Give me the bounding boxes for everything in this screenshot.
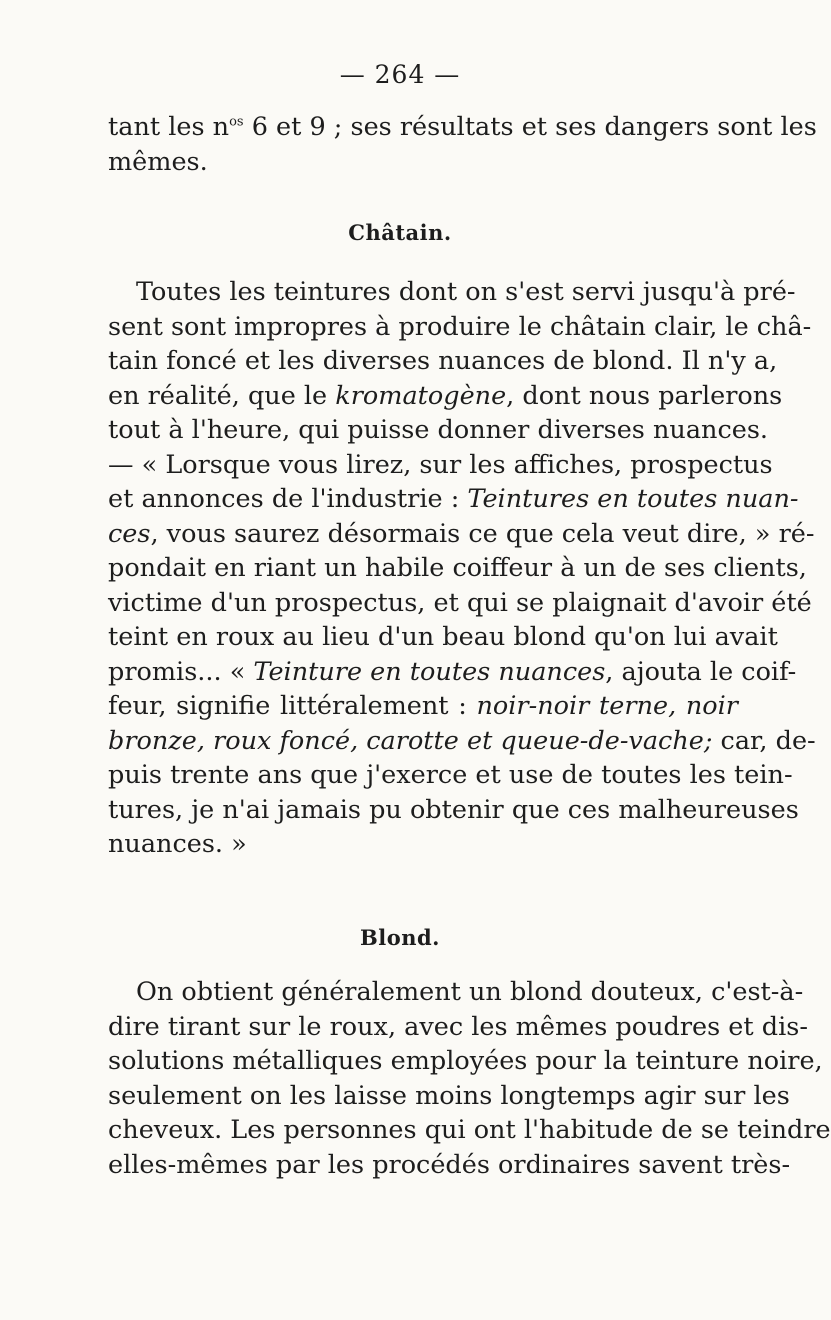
text-line: — « Lorsque vous lirez, sur les affiches, prospectus bbox=[108, 449, 773, 480]
text-line: solutions métalliques employées pour la teinture noire, bbox=[108, 1046, 823, 1076]
page-number: — 264 — bbox=[339, 60, 461, 89]
paragraph-blond bbox=[108, 975, 831, 1182]
paragraph-continuation bbox=[108, 110, 817, 179]
text-line: tant les $n^{os}$ 6 et 9 ; ses résultats et ses dangers sont les bbox=[108, 112, 817, 142]
text-line: dire tirant sur le roux, avec les mêmes poudres et dis- bbox=[108, 1011, 808, 1042]
text-line: mêmes. bbox=[108, 146, 208, 177]
text-line: bronze, roux foncé, carotte et queue-de-vache; car, de- bbox=[108, 725, 816, 756]
text-line: cheveux. Les personnes qui ont l'habitude de se teindre bbox=[108, 1115, 831, 1145]
section-heading-chatain: Châtain. bbox=[348, 220, 452, 245]
text-line: On obtient généralement un blond douteux, c'est-à- bbox=[136, 977, 804, 1007]
paragraph-chatain bbox=[108, 275, 816, 862]
text-line: puis trente ans que j'exerce et use de toutes les tein- bbox=[108, 760, 793, 790]
text-line: tures, je n'ai jamais pu obtenir que ces malheureuses bbox=[108, 794, 799, 825]
text-line: et annonces de l'industrie : Teintures en toutes nuan- bbox=[108, 484, 799, 514]
text-line: tain foncé et les diverses nuances de blond. Il n'y a, bbox=[108, 346, 778, 376]
text-line: pondait en riant un habile coiffeur à un de ses clients, bbox=[108, 553, 807, 583]
text-line: teint en roux au lieu d'un beau blond qu'on lui avait bbox=[108, 622, 778, 652]
text-line: nuances. » bbox=[108, 829, 247, 859]
text-line: Toutes les teintures dont on s'est servi jusqu'à pré- bbox=[136, 277, 796, 307]
text-line: ces, vous saurez désormais ce que cela veut dire, » ré- bbox=[108, 518, 815, 549]
text-line: feur, signifie littéralement : noir-noir terne, noir bbox=[108, 691, 738, 721]
text-line: tout à l'heure, qui puisse donner diverses nuances. bbox=[108, 415, 769, 445]
section-heading-blond: Blond. bbox=[360, 925, 440, 950]
text-line: sent sont impropres à produire le châtain clair, le châ- bbox=[108, 311, 812, 342]
text-line: elles-mêmes par les procédés ordinaires savent très- bbox=[108, 1149, 791, 1180]
text-line: seulement on les laisse moins longtemps agir sur les bbox=[108, 1080, 790, 1111]
text-line: promis... « Teinture en toutes nuances, ajouta le coif- bbox=[108, 656, 797, 687]
text-line: victime d'un prospectus, et qui se plaignait d'avoir été bbox=[108, 587, 812, 618]
text-line: en réalité, que le kromatogène, dont nous parlerons bbox=[108, 380, 783, 411]
